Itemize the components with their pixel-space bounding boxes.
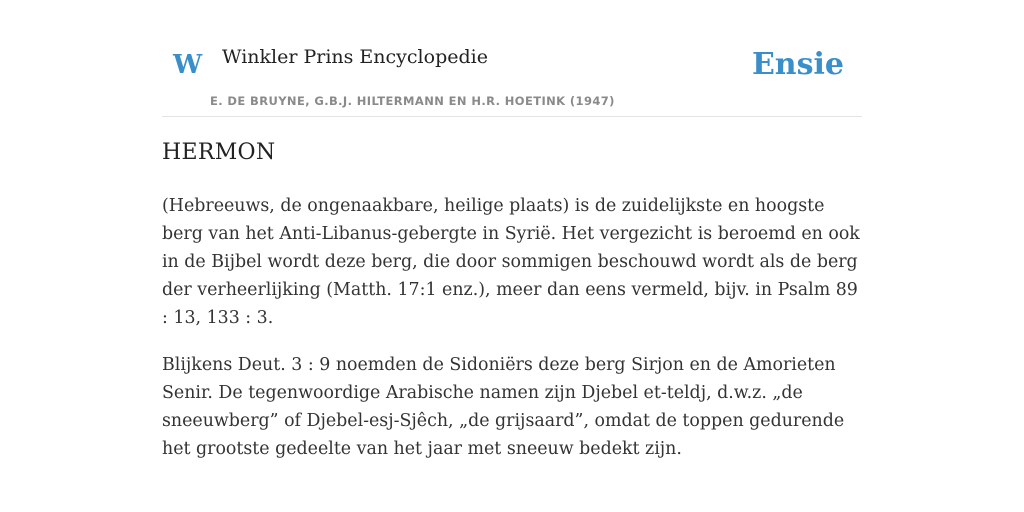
source-header bbox=[162, 0, 862, 117]
article-body bbox=[162, 192, 862, 482]
winkler-prins-logo[interactable]: W bbox=[173, 50, 203, 80]
article-paragraph: (Hebreeuws, de ongenaakbare, heilige plaats) is de zuidelijkste en hoogste berg van het Anti-Libanus-gebergte in Syrië. Het vergezicht is beroemd en ook in de Bijbel wordt deze berg, die door sommigen beschouwd wordt als de berg der verheerlijking (Matth. 17:1 enz.), meer dan eens vermeld, bijv. in Psalm 89 : 13, 133 : 3. bbox=[162, 196, 860, 328]
source-title[interactable]: Winkler Prins Encyclopedie bbox=[222, 46, 488, 68]
article-paragraph: Blijkens Deut. 3 : 9 noemden de Sidoniërs deze berg Sirjon en de Amorieten Senir. De tegenwoordige Arabische namen zijn Djebel et-teldj, d.w.z. „de sneeuwberg” of Djebel-esj-Sjêch, „de grijsaard”, omdat de toppen gedurende het grootste gedeelte van het jaar met sneeuw bedekt zijn. bbox=[162, 355, 845, 459]
source-authors: E. DE BRUYNE, G.B.J. HILTERMANN EN H.R. HOETINK (1947) bbox=[210, 94, 615, 108]
article-title: HERMON bbox=[162, 140, 276, 165]
ensie-logo[interactable]: Ensie bbox=[751, 47, 844, 82]
